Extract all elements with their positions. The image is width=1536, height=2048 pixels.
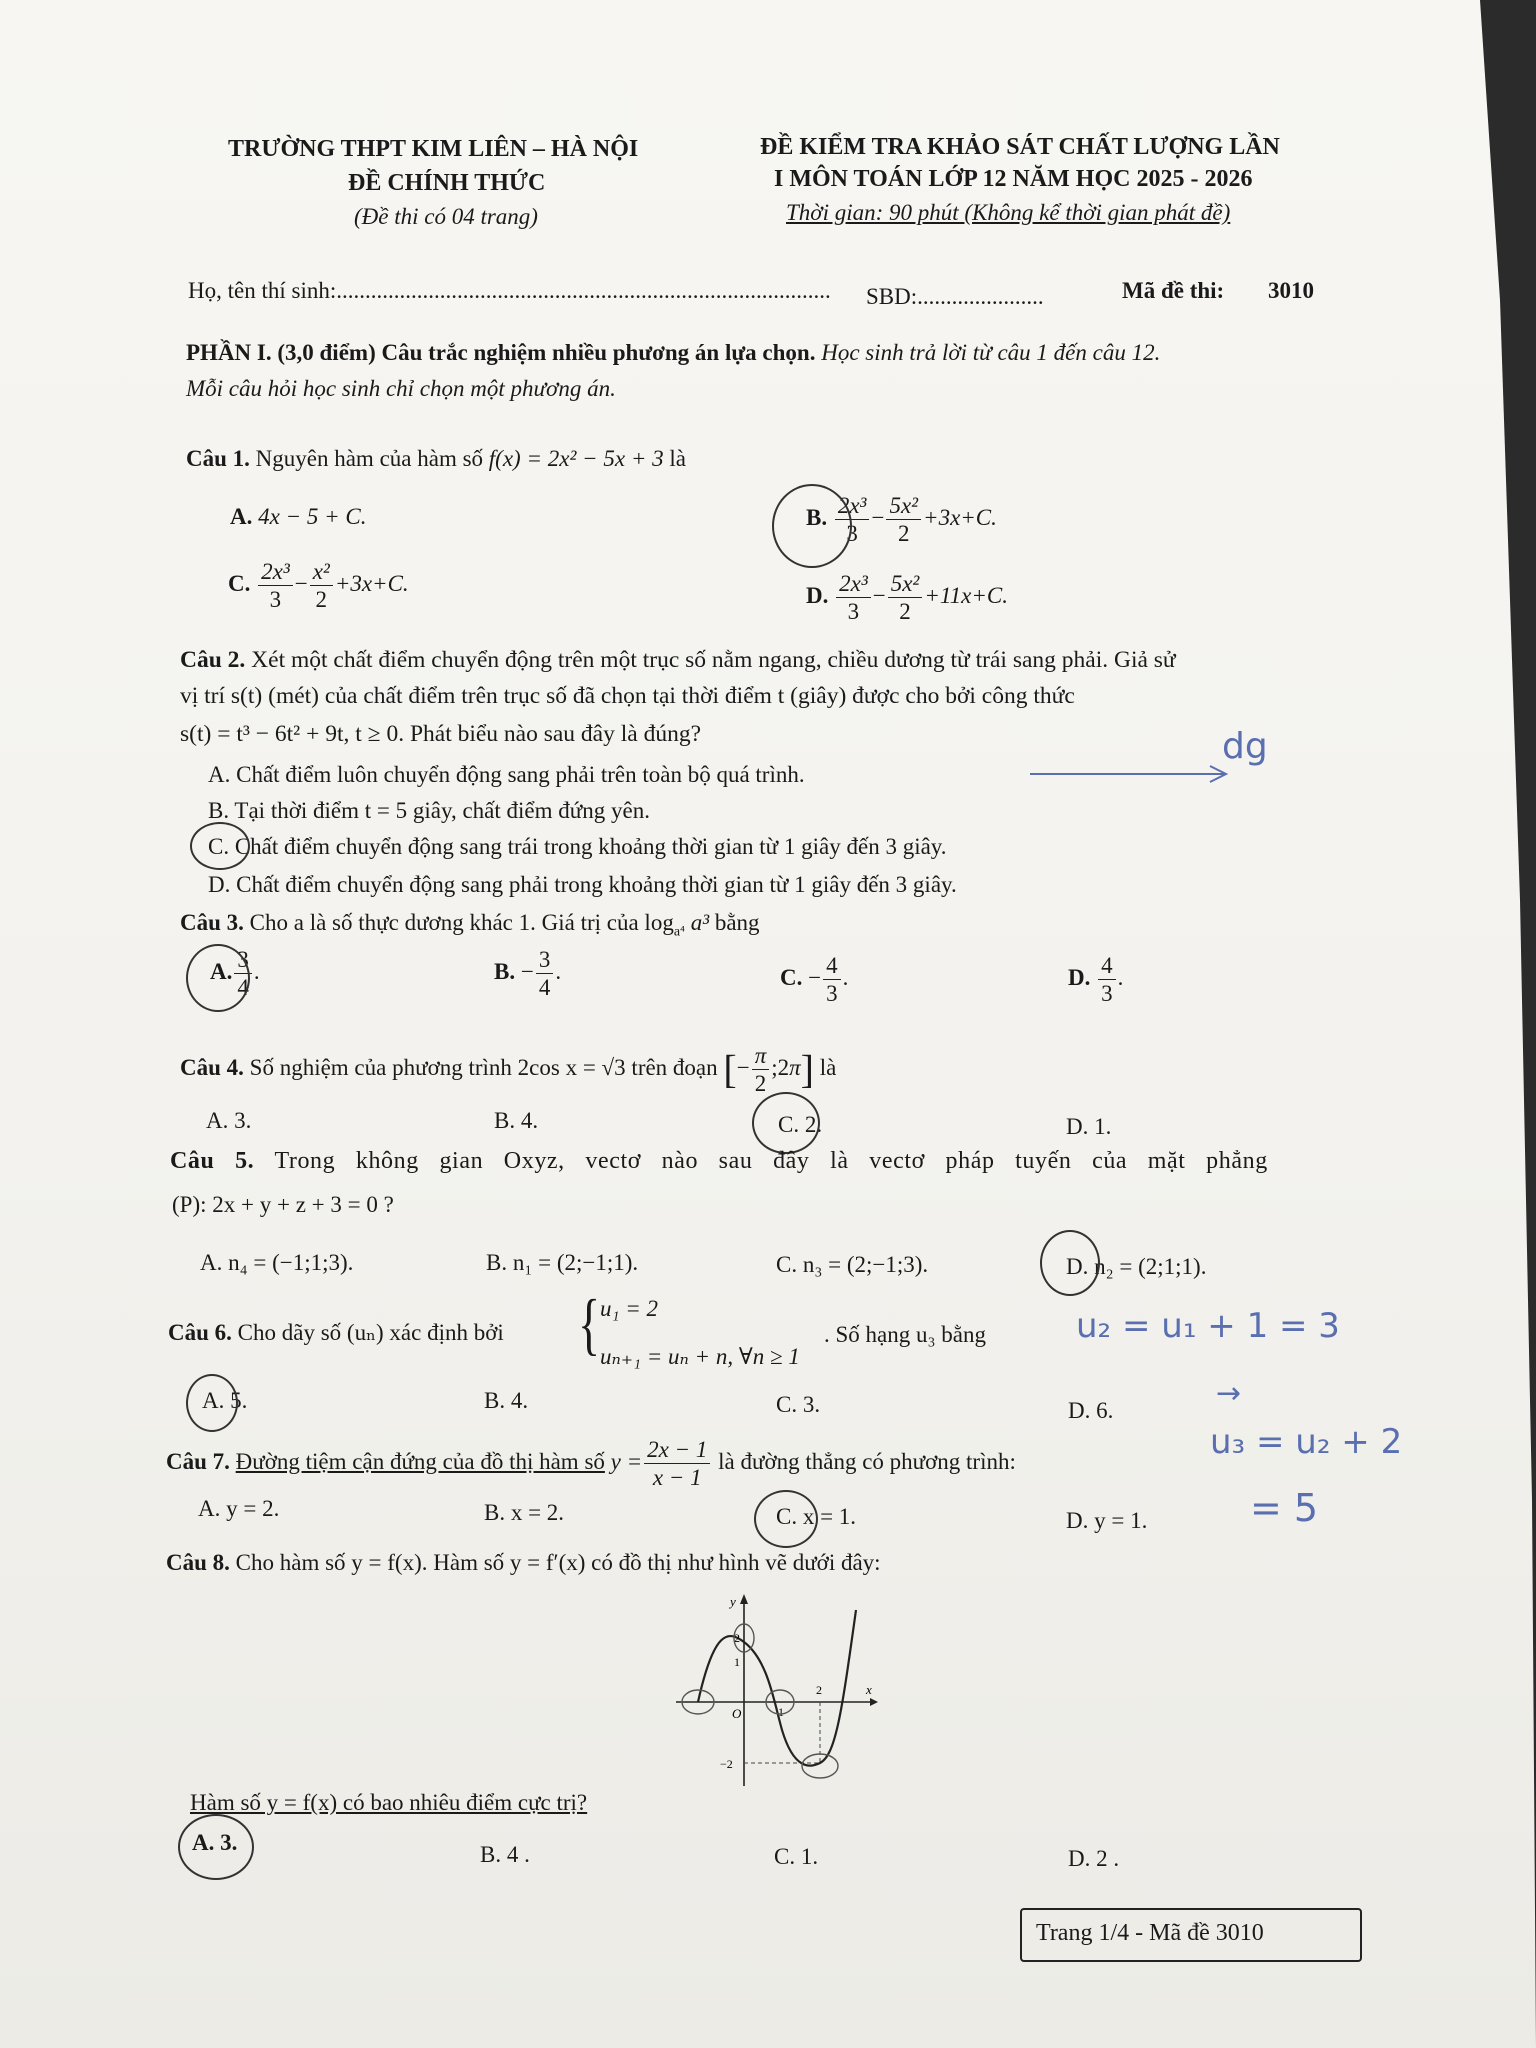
handwriting-line3: u₃ = u₂ + 2	[1210, 1422, 1403, 1462]
page-count: (Đề thi có 04 trang)	[354, 204, 538, 229]
q7-option-c: C. x = 1.	[776, 1504, 857, 1529]
y-axis-arrow	[740, 1594, 748, 1604]
q2-option-c: C. Chất điểm chuyển động sang trái trong khoảng thời gian từ 1 giây đến 3 giây.	[208, 834, 947, 859]
answer-circle-q8	[178, 1814, 254, 1880]
answer-circle-q6	[186, 1374, 238, 1432]
derivative-curve	[698, 1610, 856, 1766]
answer-circle-q4	[752, 1092, 823, 1154]
tick-x2: 2	[816, 1683, 822, 1697]
derivative-graph	[670, 1590, 880, 1790]
y-axis-label: y	[730, 1594, 736, 1609]
question-2-line3: s(t) = t³ − 6t² + 9t, t ≥ 0. Phát biểu nào sau đây là đúng?	[180, 721, 702, 747]
q5-option-c: C. n₃ = (2;−1;3).	[776, 1252, 929, 1277]
answer-circle-q5	[1040, 1230, 1100, 1296]
q6-option-b: B. 4.	[484, 1388, 529, 1413]
student-name-label: Họ, tên thí sinh:......................................................................................	[188, 278, 831, 303]
q1-option-d: D. $\frac{\text{2x³}}{3}$ − $\frac{\text{5x²}}{2}$ +11x+C.	[806, 571, 1008, 624]
q6-option-d: D. 6.	[1068, 1398, 1114, 1423]
q7-option-d: D. y = 1.	[1066, 1508, 1148, 1533]
q7-option-a: A. y = 2.	[198, 1496, 280, 1521]
tick-y1: 1	[734, 1655, 740, 1669]
answer-circle-q7	[754, 1490, 818, 1548]
q3-option-d: D. $\frac{4}{3}$ .	[1068, 953, 1124, 1006]
question-2-line2: vị trí s(t) (mét) của chất điểm trên trục số đã chọn tại thời điểm t (giây) được cho bởi công thức	[180, 683, 1075, 709]
question-3: Câu 3. Cho a là số thực dương khác 1. Giá trị của $\log_{a^4} a^3$ bằng	[180, 910, 760, 940]
handwriting-dg: dg	[1222, 726, 1268, 767]
q6-option-c: C. 3.	[776, 1392, 821, 1417]
q8-option-a: A. 3.	[192, 1830, 238, 1855]
q3-option-c: C. − $\frac{4}{3}$ .	[780, 953, 849, 1006]
answer-circle-q3	[186, 944, 250, 1012]
q2-option-b: B. Tại thời điểm t = 5 giây, chất điểm đứng yên.	[208, 798, 650, 823]
page-footer: Trang 1/4 - Mã đề 3010	[1036, 1920, 1264, 1946]
question-6: Câu 6. Cho dãy số (uₙ) xác định bởi	[168, 1320, 504, 1345]
handwriting-line2: →	[1216, 1376, 1242, 1411]
part1-instruction: Mỗi câu hỏi học sinh chỉ chọn một phương án.	[186, 376, 616, 401]
question-1: Câu 1. Nguyên hàm của hàm số f(x) = 2x² − 5x + 3 là	[186, 446, 686, 471]
exam-title-1: ĐỀ KIỂM TRA KHẢO SÁT CHẤT LƯỢNG LẦN	[760, 134, 1280, 160]
system-brace: {	[578, 1285, 601, 1362]
q1-option-b: B. $\frac{\text{2x³}}{3}$ − $\frac{\text{5x²}}{2}$ +3x+C.	[806, 493, 997, 546]
question-2-line1: Câu 2. Xét một chất điểm chuyển động trên một trục số nằm ngang, chiều dương từ trái sang phải. Giả sử	[180, 647, 1176, 673]
handwriting-line4: = 5	[1250, 1486, 1319, 1530]
q1-option-c: C. $\frac{\text{2x³}}{3}$ − $\frac{\text{x²}}{2}$ +3x+C.	[228, 559, 409, 612]
q8-option-b: B. 4 .	[480, 1842, 530, 1867]
x-axis-arrow	[870, 1698, 878, 1706]
q4-option-d: D. 1.	[1066, 1114, 1112, 1139]
origin-label: O	[732, 1706, 742, 1721]
exam-code-label: Mã đề thi:	[1122, 278, 1225, 303]
q4-option-c: C. 2.	[778, 1112, 823, 1137]
question-5-line1: Câu 5. Trong không gian Oxyz, vectơ nào sau đây là vectơ pháp tuyến của mặt phẳng	[170, 1148, 1268, 1174]
answer-circle-q2	[190, 822, 250, 870]
q7-option-b: B. x = 2.	[484, 1500, 565, 1525]
q5-option-d: D. n₂ = (2;1;1).	[1066, 1254, 1207, 1279]
handwriting-line1: u₂ = u₁ + 1 = 3	[1076, 1306, 1340, 1346]
school-name: TRƯỜNG THPT KIM LIÊN – HÀ NỘI	[228, 136, 639, 162]
q6-option-a: A. 5.	[202, 1388, 248, 1413]
tick-ym2: −2	[720, 1757, 733, 1771]
q6-system-line1: u₁ = 2	[600, 1296, 659, 1321]
exam-title-2: I MÔN TOÁN LỚP 12 NĂM HỌC 2025 - 2026	[774, 166, 1253, 192]
q8-question: Hàm số y = f(x) có bao nhiêu điểm cực trị?	[190, 1790, 588, 1815]
part1-title: PHẦN I. (3,0 điểm) Câu trắc nghiệm nhiều phương án lựa chọn. Học sinh trả lời từ câu 1 đến câu 12.	[186, 340, 1161, 365]
official-label: ĐỀ CHÍNH THỨC	[348, 170, 546, 196]
q6-tail: . Số hạng u₃ bằng	[824, 1322, 986, 1347]
question-5-line2: (P): 2x + y + z + 3 = 0 ?	[172, 1192, 394, 1217]
q5-option-b: B. n₁ = (2;−1;1).	[486, 1250, 639, 1275]
q5-option-a: A. n₄ = (−1;1;3).	[200, 1250, 354, 1275]
sbd-label: SBD:......................	[866, 284, 1044, 309]
q2-option-d: D. Chất điểm chuyển động sang phải trong khoảng thời gian từ 1 giây đến 3 giây.	[208, 872, 957, 897]
q4-option-b: B. 4.	[494, 1108, 539, 1133]
q3-option-a: A. $\frac{3}{4}$ .	[210, 947, 260, 1000]
x-axis-label: x	[866, 1682, 872, 1697]
question-7: Câu 7. Đường tiệm cận đứng của đồ thị hàm số y = $\frac{2x - 1}{x - 1}$ là đường thẳng có phương trình:	[166, 1437, 1016, 1490]
answer-circle-q1	[772, 484, 852, 568]
q6-system-line2: uₙ₊₁ = uₙ + n, ∀n ≥ 1	[600, 1344, 800, 1369]
q2-option-a: A. Chất điểm luôn chuyển động sang phải trên toàn bộ quá trình.	[208, 762, 805, 787]
q8-option-d: D. 2 .	[1068, 1846, 1120, 1871]
q4-option-a: A. 3.	[206, 1108, 252, 1133]
question-4: Câu 4. Số nghiệm của phương trình 2cos x = √3 trên đoạn [− $\frac{\pi}{2}$ ;2π] là	[180, 1043, 837, 1096]
question-8: Câu 8. Cho hàm số y = f(x). Hàm số y = f′(x) có đồ thị như hình vẽ dưới đây:	[166, 1550, 881, 1575]
q3-option-b: B. − $\frac{3}{4}$ .	[494, 947, 562, 1000]
tick-x1: 1	[778, 1705, 784, 1719]
exam-code: 3010	[1268, 278, 1314, 303]
handwritten-arrow	[1030, 748, 1230, 788]
tick-y2: 2	[734, 1631, 740, 1645]
q1-option-a: A. 4x − 5 + C.	[230, 504, 367, 529]
exam-time: Thời gian: 90 phút (Không kể thời gian phát đề)	[786, 200, 1231, 225]
q8-option-c: C. 1.	[774, 1844, 819, 1869]
